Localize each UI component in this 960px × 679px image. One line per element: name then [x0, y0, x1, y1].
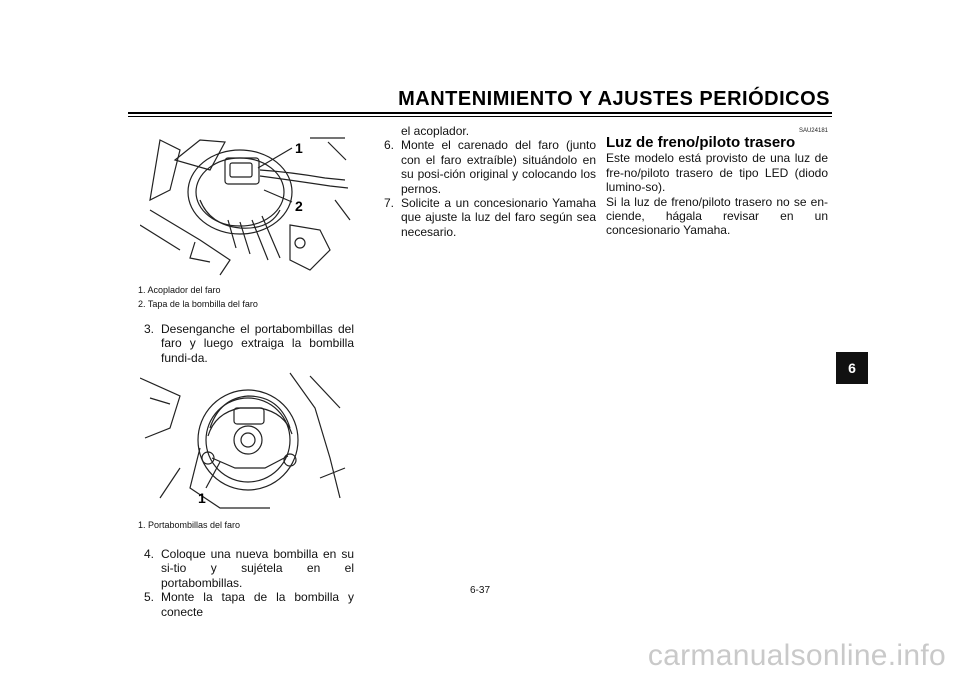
step-text: Monte el carenado del faro (junto con el faro extraíble) situándolo en su posi-ción original y colocando los pernos.	[401, 138, 596, 196]
watermark: carmanualsonline.info	[647, 639, 946, 672]
step-item	[384, 138, 596, 196]
title-rule	[128, 112, 832, 114]
step-item	[144, 547, 354, 590]
column-left-bottom	[144, 547, 354, 619]
headlight-coupler-illustration	[140, 130, 352, 278]
section-code: SAU24181	[798, 128, 828, 134]
step-number: 5.	[144, 590, 155, 605]
step-text: Desenganche el portabombillas del faro y luego extraiga la bombilla fundi-da.	[161, 322, 354, 365]
page-title: MANTENIMIENTO Y AJUSTES PERIÓDICOS	[398, 88, 830, 110]
title-rule-thin	[128, 116, 832, 117]
step-text: Coloque una nueva bombilla en su si-tio y sujétela en el portabombillas.	[161, 547, 354, 590]
section-paragraph: Si la luz de freno/piloto trasero no se en-ciende, hágala revisar en un concesionario Yamaha.	[606, 194, 828, 238]
step-number: 6.	[384, 138, 395, 153]
column-left-top	[144, 322, 354, 365]
figure2-caption	[138, 518, 240, 532]
step-continuation: el acoplador.	[401, 124, 470, 138]
step-item	[144, 322, 354, 365]
step-text: Solicite a un concesionario Yamaha que ajuste la luz del faro según sea necesario.	[401, 196, 596, 239]
figure1-caption	[138, 283, 258, 311]
chapter-tab[interactable]: 6	[836, 352, 868, 384]
figure2-callout-1: 1	[198, 490, 206, 506]
caption-item: 2. Tapa de la bombilla del faro	[138, 299, 258, 309]
figure1-callout-2: 2	[295, 198, 303, 214]
section-paragraph: Este modelo está provisto de una luz de fre-no/piloto trasero de tipo LED (diodo lumino-so).	[606, 151, 828, 195]
step-number: 3.	[144, 322, 155, 336]
section-title: Luz de freno/piloto trasero	[606, 134, 796, 151]
bulb-holder-illustration	[140, 368, 352, 516]
caption-item: 1. Acoplador del faro	[138, 285, 221, 295]
step-number: 7.	[384, 196, 395, 211]
figure1-callout-1: 1	[295, 140, 303, 156]
column-middle	[384, 124, 596, 239]
step-number: 4.	[144, 547, 155, 561]
page-number: 6-37	[469, 585, 490, 596]
step-item	[384, 196, 596, 239]
caption-item: 1. Portabombillas del faro	[138, 520, 241, 530]
column-right	[606, 124, 828, 238]
step-text: Monte la tapa de la bombilla y conecte	[161, 590, 354, 619]
